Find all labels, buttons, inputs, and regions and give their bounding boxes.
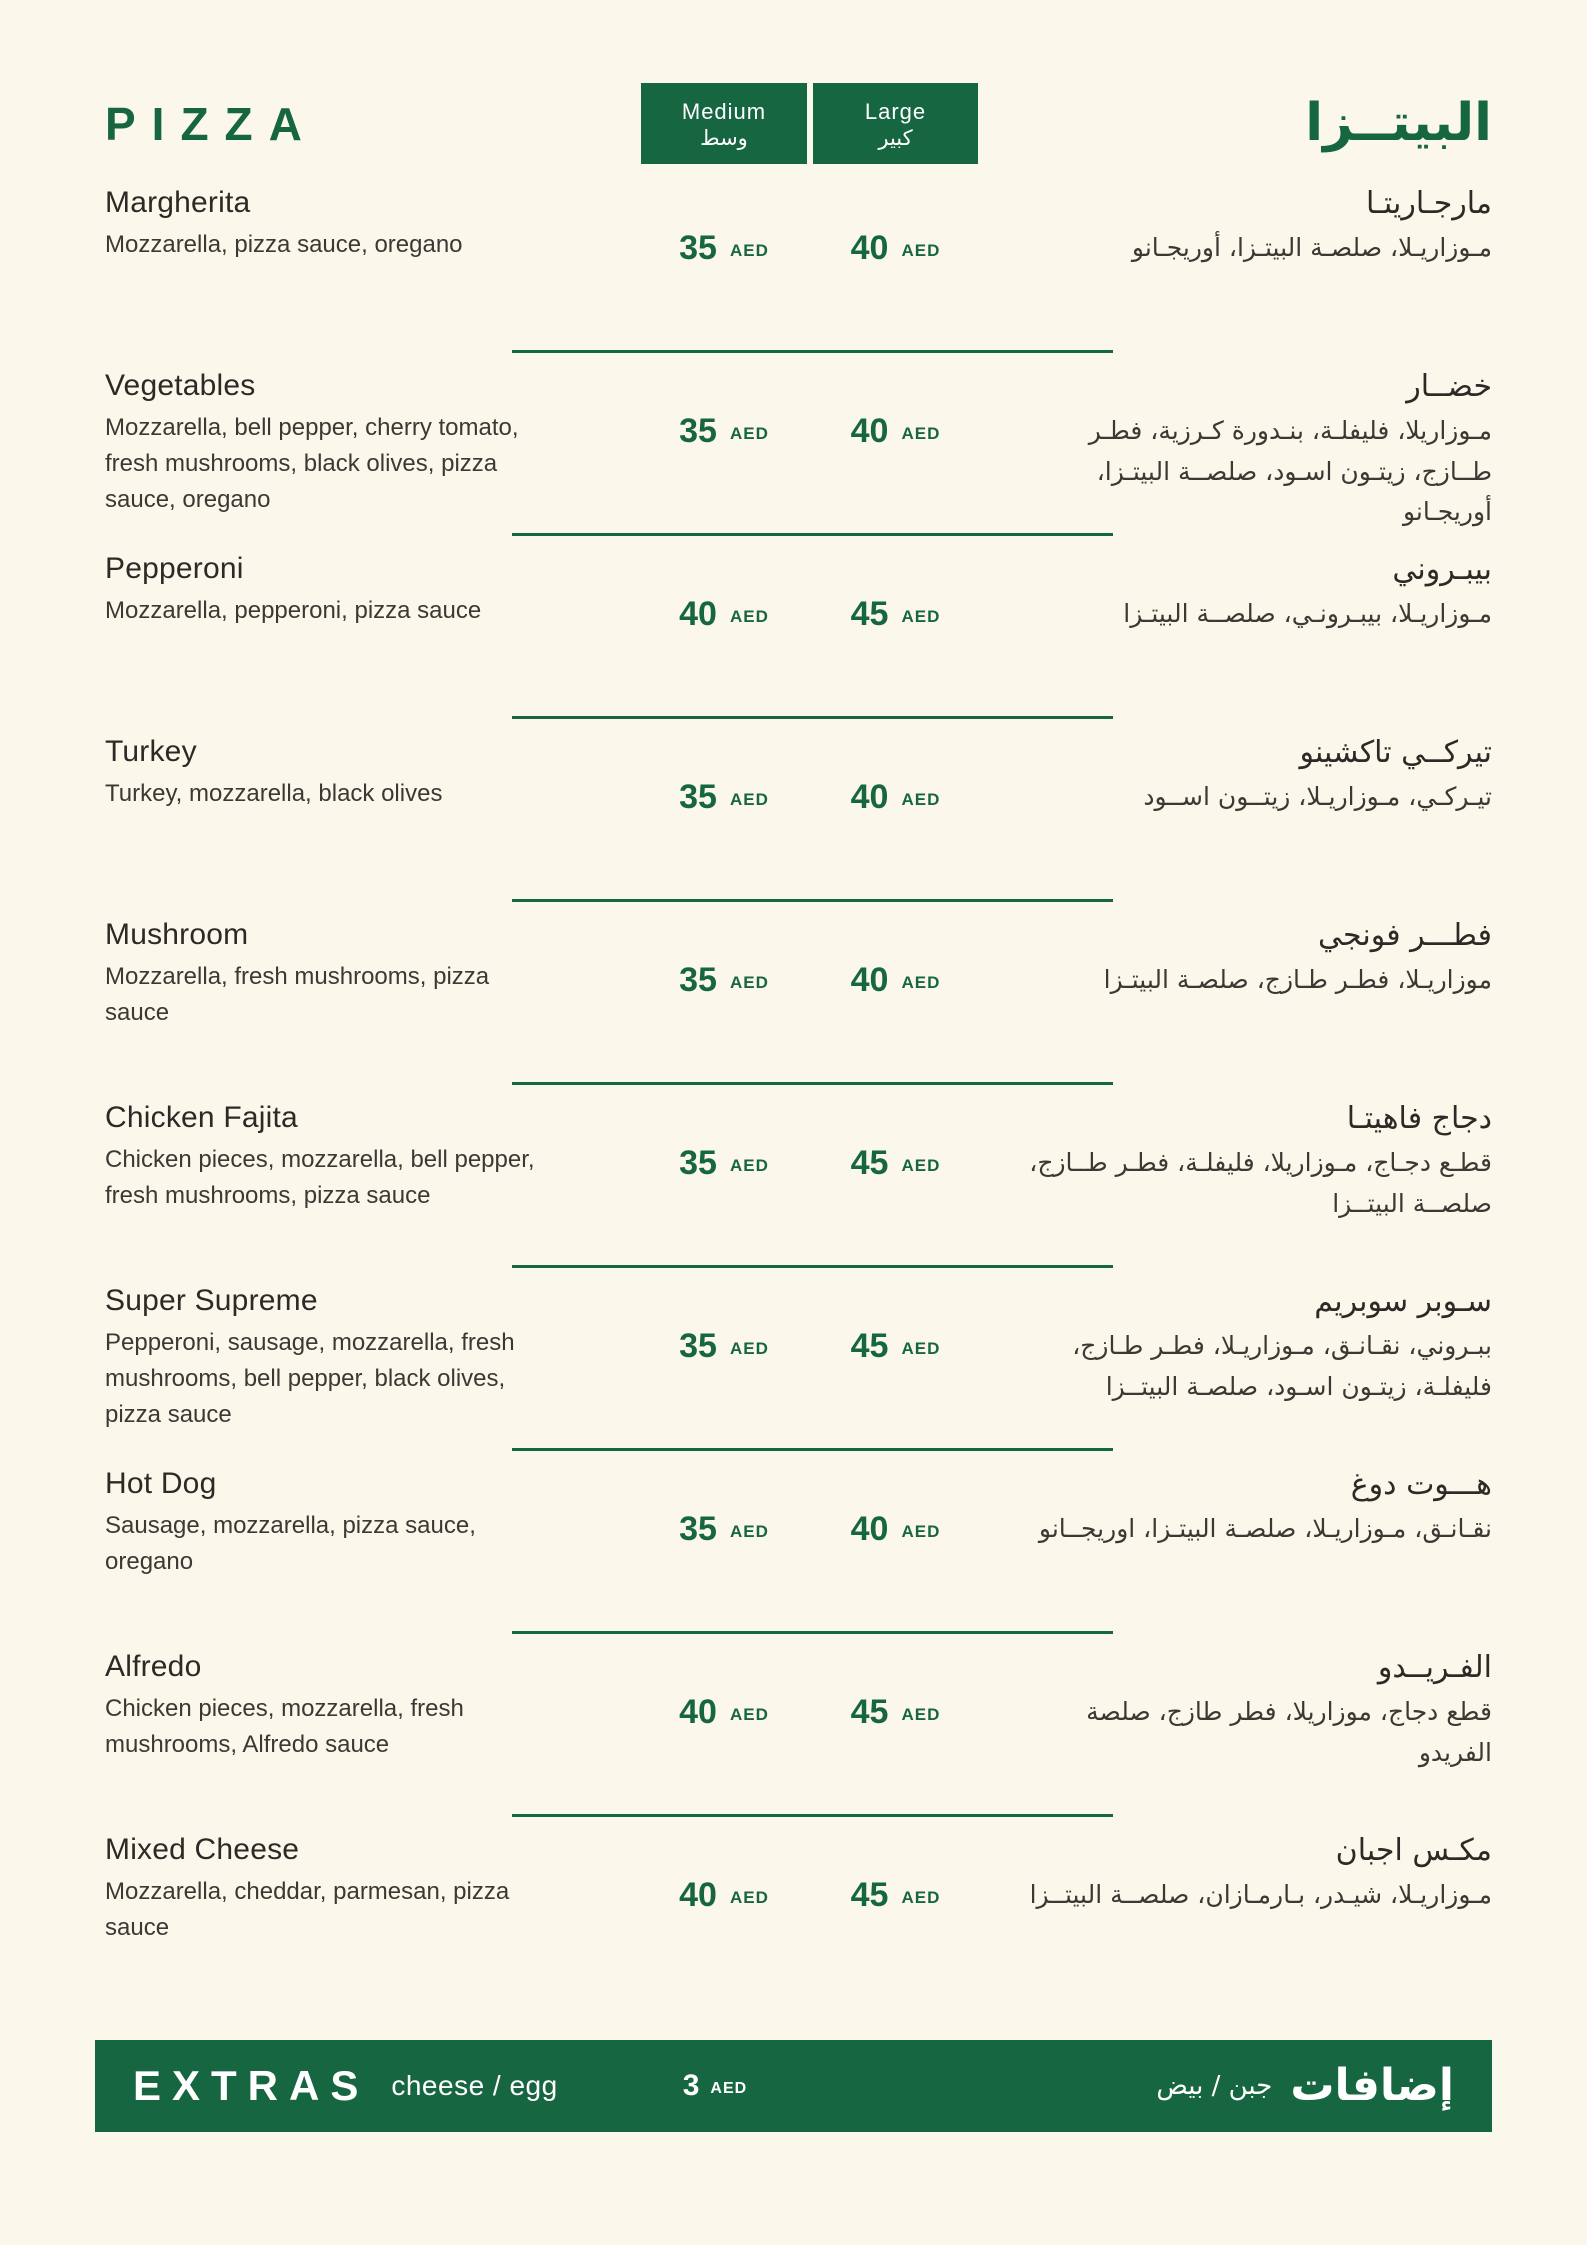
price-large: [813, 1648, 978, 1732]
extras-subtitle: cheese / egg: [391, 2070, 558, 2101]
price-large-value: 45: [850, 1693, 889, 1731]
price-large-currency: AED: [901, 1705, 941, 1724]
extras-subtitle-ar: جبن / بيض: [1156, 2071, 1273, 2101]
menu-row: [95, 916, 1492, 1099]
price-medium-value: 35: [679, 1327, 717, 1365]
item-arabic-block: [978, 184, 1492, 367]
price-large-value: 45: [850, 1144, 889, 1182]
item-desc-ar: قطـع دجـاج، مـوزاريلا، فليفلـة، فطـر طــازج، صلصــة البيتــزا: [1029, 1148, 1492, 1218]
item-english-block: [95, 916, 641, 1099]
item-english-block: [95, 367, 641, 550]
menu-row: [95, 1465, 1492, 1648]
price-medium-value: 35: [679, 229, 717, 267]
price-large-currency: AED: [901, 241, 941, 260]
price-medium-value: 35: [679, 778, 717, 816]
price-large-currency: AED: [901, 1522, 941, 1541]
item-desc-en: Mozzarella, fresh mushrooms, pizza sauce: [105, 963, 490, 1026]
price-medium: [641, 1282, 807, 1366]
price-large: [813, 184, 978, 268]
item-english-block: [95, 1099, 641, 1282]
price-large: [813, 1282, 978, 1366]
price-large-value: 45: [850, 1876, 889, 1914]
item-name-en: Mushroom: [105, 918, 249, 951]
item-english-block: [95, 1282, 641, 1465]
item-desc-en: Chicken pieces, mozzarella, fresh mushrooms, Alfredo sauce: [105, 1695, 464, 1758]
item-desc-ar: مـوزاريـلا، بيبـرونـي، صلصــة البيتـزا: [1123, 599, 1492, 628]
price-large: [813, 1831, 978, 1915]
menu-row: [95, 550, 1492, 733]
price-large-wrap: [813, 916, 978, 1099]
size-header-large-en: Large: [864, 98, 927, 124]
item-name-ar: سـوبر سوبريم: [1314, 1284, 1492, 1319]
size-header-large-ar: كبير: [878, 125, 913, 150]
extras-price-value: 3: [682, 2069, 700, 2102]
item-english-block: [95, 1465, 641, 1648]
price-large-wrap: [813, 550, 978, 733]
item-desc-ar: قطع دجاج، موزاريلا، فطر طازج، صلصة الفريدو: [1086, 1697, 1492, 1767]
price-large-wrap: [813, 1099, 978, 1282]
price-medium: [641, 916, 807, 1000]
item-desc-en: Turkey, mozzarella, black olives: [105, 780, 443, 807]
price-large: [813, 1099, 978, 1183]
item-english-block: [95, 733, 641, 916]
price-medium-value: 35: [679, 1510, 717, 1548]
extras-price-currency: AED: [710, 2080, 748, 2097]
menu-row: [95, 367, 1492, 550]
item-name-en: Mixed Cheese: [105, 1833, 300, 1866]
item-name-en: Alfredo: [105, 1650, 202, 1683]
item-name-en: Margherita: [105, 186, 251, 219]
price-large-wrap: [813, 733, 978, 916]
extras-title-ar: إضافات: [1290, 2060, 1454, 2111]
price-large: [813, 550, 978, 634]
price-medium: [641, 1831, 807, 1915]
item-name-ar: دجاج فاهيتـا: [1346, 1101, 1492, 1136]
extras-title: EXTRAS: [133, 2062, 370, 2109]
price-medium-currency: AED: [729, 607, 769, 626]
item-name-ar: هـــوت دوغ: [1350, 1467, 1492, 1502]
item-name-en: Hot Dog: [105, 1467, 217, 1500]
item-desc-en: Mozzarella, cheddar, parmesan, pizza sauce: [105, 1878, 510, 1941]
extras-bar: [95, 2040, 1492, 2132]
item-name-en: Pepperoni: [105, 552, 244, 585]
item-name-en: Turkey: [105, 735, 197, 768]
price-large-currency: AED: [901, 790, 941, 809]
item-desc-ar: تيـركـي، مـوزاريـلا، زيتــون اســود: [1143, 782, 1492, 811]
item-english-block: [95, 1648, 641, 1831]
item-desc-ar: مـوزاريلا، فليفلـة، بنـدورة كـرزية، فطـر طــازج، زيتـون اسـود، صلصــة البيتـزا، أوريجـانو: [1088, 416, 1492, 526]
item-english-block: [95, 550, 641, 733]
item-arabic-block: [978, 1465, 1492, 1648]
price-medium-currency: AED: [729, 790, 769, 809]
price-large: [813, 733, 978, 817]
item-desc-ar: نقـانـق، مـوزاريـلا، صلصـة البيتـزا، اوريجــانو: [1038, 1514, 1492, 1543]
price-medium-value: 35: [679, 412, 717, 450]
item-name-en: Super Supreme: [105, 1284, 318, 1317]
item-arabic-block: [978, 1831, 1492, 2014]
price-medium-value: 35: [679, 1144, 717, 1182]
item-name-en: Vegetables: [105, 369, 256, 402]
item-desc-en: Mozzarella, pizza sauce, oregano: [105, 231, 463, 258]
price-medium: [641, 1465, 807, 1549]
price-large-wrap: [813, 1282, 978, 1465]
item-arabic-block: [978, 550, 1492, 733]
price-large-value: 40: [850, 778, 889, 816]
item-desc-ar: موزاريـلا، فطـر طـازج، صلصـة البيتـزا: [1103, 965, 1492, 994]
price-medium: [641, 1648, 807, 1732]
item-desc-en: Chicken pieces, mozzarella, bell pepper, fresh mushrooms, pizza sauce: [105, 1146, 535, 1209]
price-large: [813, 367, 978, 451]
item-arabic-block: [978, 1282, 1492, 1465]
extras-price: [683, 2069, 747, 2103]
price-large-wrap: [813, 184, 978, 367]
price-large: [813, 916, 978, 1000]
price-large-wrap: [813, 367, 978, 550]
price-medium-value: 40: [679, 1693, 717, 1731]
item-name-ar: بيبـروني: [1392, 552, 1492, 587]
item-desc-ar: مـوزاريـلا، شيـدر، بـارمـازان، صلصــة البيتــزا: [1029, 1880, 1492, 1909]
item-name-ar: مكـس اجبان: [1335, 1833, 1492, 1868]
price-medium: [641, 367, 807, 451]
price-medium-currency: AED: [729, 973, 769, 992]
size-header-large: [813, 83, 978, 164]
item-name-ar: مارجـاريتـا: [1366, 186, 1492, 221]
page-title-arabic: البيتــزا: [1305, 92, 1492, 153]
price-large-value: 40: [850, 1510, 889, 1548]
price-large-currency: AED: [901, 1339, 941, 1358]
size-header-medium-en: Medium: [681, 98, 767, 124]
menu-row: [95, 1831, 1492, 2014]
item-desc-ar: مـوزاريـلا، صلصـة البيتـزا، أوريجـانو: [1131, 233, 1492, 262]
price-medium-currency: AED: [729, 1522, 769, 1541]
price-medium: [641, 1099, 807, 1183]
price-large-value: 40: [850, 412, 889, 450]
size-header-medium: [641, 83, 807, 164]
item-desc-en: Sausage, mozzarella, pizza sauce, oregano: [105, 1512, 476, 1575]
menu-items-list: [95, 184, 1492, 2014]
price-medium-currency: AED: [729, 1888, 769, 1907]
menu-row: [95, 1282, 1492, 1465]
size-header-medium-ar: وسط: [700, 125, 748, 150]
price-large-wrap: [813, 1831, 978, 2014]
price-large-wrap: [813, 1465, 978, 1648]
menu-row: [95, 1648, 1492, 1831]
price-large: [813, 1465, 978, 1549]
price-medium-value: 35: [679, 961, 717, 999]
item-name-ar: خضــار: [1406, 369, 1492, 404]
item-english-block: [95, 184, 641, 367]
item-arabic-block: [978, 733, 1492, 916]
price-large-currency: AED: [901, 1888, 941, 1907]
price-medium-currency: AED: [729, 1705, 769, 1724]
item-desc-ar: ببـروني، نقـانـق، مـوزاريـلا، فطـر طـازج، فليفلـة، زيتـون اسـود، صلصـة البيتــزا: [1072, 1331, 1492, 1401]
price-medium-currency: AED: [729, 1156, 769, 1175]
menu-row: [95, 184, 1492, 367]
price-large-value: 40: [850, 229, 889, 267]
price-medium-value: 40: [679, 1876, 717, 1914]
item-name-ar: تيركــي تاكشينو: [1299, 735, 1492, 770]
item-arabic-block: [978, 916, 1492, 1099]
item-name-en: Chicken Fajita: [105, 1101, 298, 1134]
price-large-value: 45: [850, 1327, 889, 1365]
price-large-currency: AED: [901, 424, 941, 443]
extras-arabic-block: [1156, 2060, 1454, 2111]
item-name-ar: الفـريــدو: [1377, 1650, 1492, 1685]
price-medium-value: 40: [679, 595, 717, 633]
price-large-currency: AED: [901, 1156, 941, 1175]
price-medium: [641, 733, 807, 817]
menu-header: [95, 83, 1492, 164]
item-english-block: [95, 1831, 641, 2014]
item-arabic-block: [978, 367, 1492, 550]
price-large-wrap: [813, 1648, 978, 1831]
price-medium-currency: AED: [729, 241, 769, 260]
item-desc-en: Mozzarella, bell pepper, cherry tomato, fresh mushrooms, black olives, pizza sauce, oregano: [105, 414, 519, 513]
page-title: PIZZA: [105, 97, 318, 150]
price-medium-currency: AED: [729, 424, 769, 443]
price-medium-currency: AED: [729, 1339, 769, 1358]
menu-row: [95, 733, 1492, 916]
item-name-ar: فطـــر فونجي: [1318, 918, 1492, 953]
item-desc-en: Mozzarella, pepperoni, pizza sauce: [105, 597, 482, 624]
price-medium: [641, 550, 807, 634]
price-large-value: 40: [850, 961, 889, 999]
item-arabic-block: [978, 1099, 1492, 1282]
price-medium: [641, 184, 807, 268]
menu-row: [95, 1099, 1492, 1282]
price-large-currency: AED: [901, 973, 941, 992]
item-arabic-block: [978, 1648, 1492, 1831]
item-desc-en: Pepperoni, sausage, mozzarella, fresh mushrooms, bell pepper, black olives, pizza sauce: [105, 1329, 515, 1428]
price-large-currency: AED: [901, 607, 941, 626]
price-large-value: 45: [850, 595, 889, 633]
